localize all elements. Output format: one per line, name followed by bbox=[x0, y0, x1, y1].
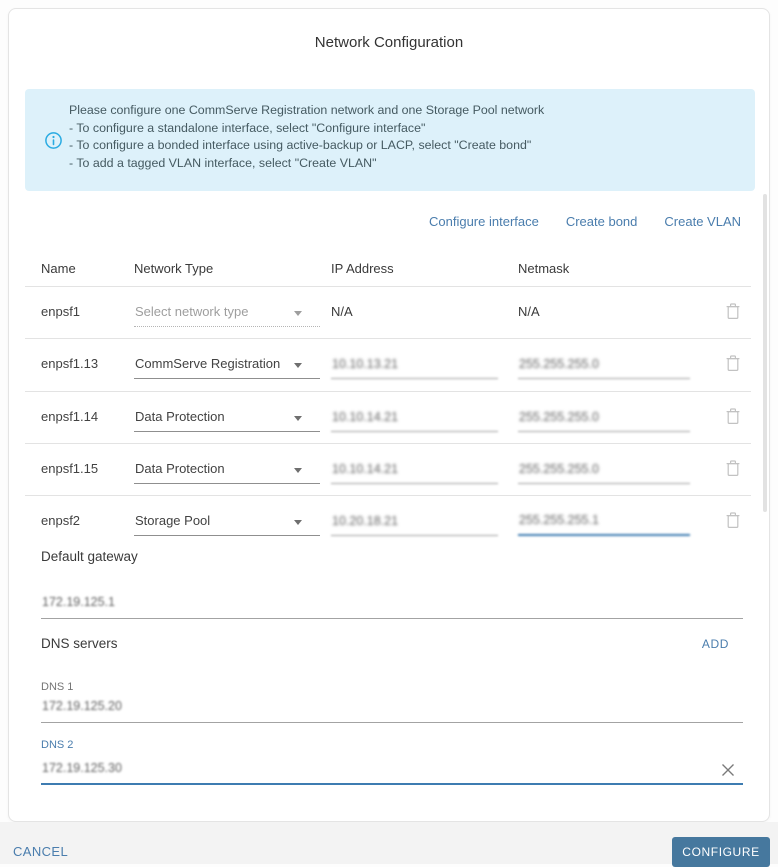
dns1-input[interactable] bbox=[41, 693, 708, 713]
network-type-value: Data Protection bbox=[135, 409, 225, 424]
clear-dns2-button[interactable] bbox=[719, 761, 737, 779]
field-underline bbox=[41, 618, 743, 619]
info-text bbox=[69, 102, 739, 172]
table-row-enpsf1-15 bbox=[9, 443, 769, 495]
delete-row-button[interactable] bbox=[725, 511, 741, 529]
chevron-down-icon bbox=[294, 363, 302, 368]
info-line-2: - To configure a standalone interface, select "Configure interface" bbox=[69, 120, 426, 135]
field-underline-focused bbox=[41, 783, 743, 785]
table-row-enpsf1-13 bbox=[9, 338, 769, 390]
netmask-input[interactable] bbox=[518, 508, 690, 534]
header-network-type: Network Type bbox=[134, 261, 214, 276]
ip-address-field[interactable] bbox=[331, 404, 498, 432]
netmask-field[interactable] bbox=[518, 404, 690, 432]
network-type-select[interactable] bbox=[134, 404, 320, 432]
dns2-label: DNS 2 bbox=[41, 739, 74, 751]
network-type-select[interactable] bbox=[134, 299, 320, 327]
default-gateway-field[interactable] bbox=[41, 589, 743, 619]
chevron-down-icon bbox=[294, 311, 302, 316]
default-gateway-input[interactable] bbox=[41, 589, 708, 609]
interface-name: enpsf1.14 bbox=[41, 409, 99, 424]
network-type-select[interactable] bbox=[134, 456, 320, 484]
ip-address-input[interactable] bbox=[331, 351, 498, 378]
chevron-down-icon bbox=[294, 520, 302, 525]
ip-address-field[interactable] bbox=[331, 351, 498, 379]
netmask-input[interactable] bbox=[518, 351, 690, 378]
scrollbar-thumb[interactable] bbox=[763, 194, 767, 512]
info-line-1: Please configure one CommServe Registration network and one Storage Pool network bbox=[69, 103, 545, 117]
ip-address-value: N/A bbox=[331, 304, 353, 319]
dns1-label: DNS 1 bbox=[41, 681, 74, 693]
delete-row-button[interactable] bbox=[725, 407, 741, 425]
header-netmask: Netmask bbox=[518, 261, 570, 276]
chevron-down-icon bbox=[294, 468, 302, 473]
ip-address-field[interactable] bbox=[331, 508, 498, 536]
netmask-field-focused[interactable] bbox=[518, 508, 690, 536]
network-type-value: Data Protection bbox=[135, 461, 225, 476]
interface-name: enpsf1.15 bbox=[41, 461, 99, 476]
delete-row-button[interactable] bbox=[725, 459, 741, 477]
delete-row-button[interactable] bbox=[725, 354, 741, 372]
delete-row-button[interactable] bbox=[725, 302, 741, 320]
netmask-input[interactable] bbox=[518, 456, 690, 483]
dns2-field[interactable] bbox=[41, 755, 743, 785]
info-line-3: - To configure a bonded interface using active-backup or LACP, select "Create bond" bbox=[69, 138, 532, 153]
dns1-field[interactable] bbox=[41, 693, 743, 723]
dns2-input[interactable] bbox=[41, 755, 708, 775]
netmask-field[interactable] bbox=[518, 456, 690, 484]
dns-servers-label: DNS servers bbox=[41, 636, 118, 651]
interface-name: enpsf1.13 bbox=[41, 356, 99, 371]
network-type-placeholder: Select network type bbox=[135, 304, 249, 319]
chevron-down-icon bbox=[294, 416, 302, 421]
create-vlan-link[interactable]: Create VLAN bbox=[664, 214, 741, 229]
table-actions bbox=[429, 214, 741, 229]
table-row-enpsf1 bbox=[9, 286, 769, 338]
network-configuration-dialog bbox=[8, 8, 770, 822]
default-gateway-label: Default gateway bbox=[41, 549, 138, 564]
cancel-button[interactable]: CANCEL bbox=[13, 844, 69, 859]
info-icon bbox=[45, 132, 62, 149]
ip-address-field[interactable] bbox=[331, 456, 498, 484]
table-row-enpsf1-14 bbox=[9, 391, 769, 443]
ip-address-input[interactable] bbox=[331, 456, 498, 483]
netmask-input[interactable] bbox=[518, 404, 690, 431]
add-dns-button[interactable]: ADD bbox=[701, 637, 729, 651]
network-type-select[interactable] bbox=[134, 351, 320, 379]
interface-name: enpsf2 bbox=[41, 513, 81, 528]
header-name: Name bbox=[41, 261, 76, 276]
table-row-enpsf2 bbox=[9, 495, 769, 547]
interface-name: enpsf1 bbox=[41, 304, 81, 319]
network-type-select[interactable] bbox=[134, 508, 320, 536]
header-ip-address: IP Address bbox=[331, 261, 394, 276]
page-title: Network Configuration bbox=[314, 34, 464, 51]
field-underline bbox=[41, 722, 743, 723]
configure-button[interactable]: CONFIGURE bbox=[672, 837, 770, 867]
network-type-value: Storage Pool bbox=[135, 513, 211, 528]
configure-interface-link[interactable]: Configure interface bbox=[429, 214, 539, 229]
dialog-footer bbox=[0, 822, 778, 864]
table-header bbox=[9, 254, 769, 286]
create-bond-link[interactable]: Create bond bbox=[565, 214, 638, 229]
ip-address-input[interactable] bbox=[331, 404, 498, 431]
info-line-4: - To add a tagged VLAN interface, select "Create VLAN" bbox=[69, 155, 377, 170]
netmask-field[interactable] bbox=[518, 351, 690, 379]
network-type-value: CommServe Registration bbox=[135, 356, 281, 371]
netmask-value: N/A bbox=[518, 304, 540, 319]
ip-address-input[interactable] bbox=[331, 508, 498, 535]
info-callout bbox=[25, 89, 755, 191]
